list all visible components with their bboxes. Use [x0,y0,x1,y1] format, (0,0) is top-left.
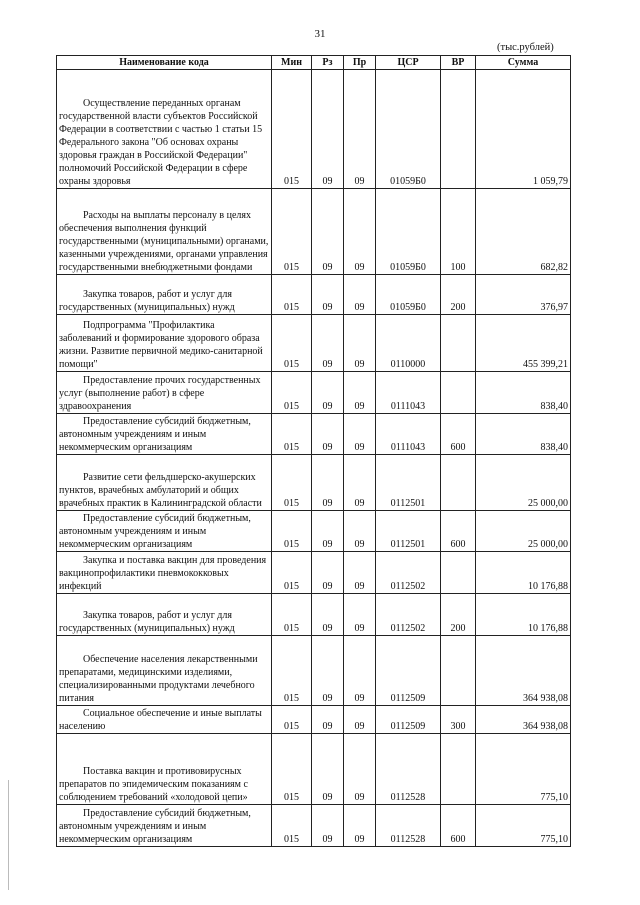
row-sum: 10 176,88 [476,552,571,594]
row-min: 015 [272,455,312,511]
row-rz: 09 [312,734,344,805]
table-row [57,372,571,414]
row-vr: 300 [441,706,476,734]
row-csr: 0112502 [376,594,441,636]
row-vr: 600 [441,511,476,552]
row-name: Предоставление прочих государственных услуг (выполнение работ) в сфере здравоохранения [57,372,272,414]
table-row [57,189,571,275]
row-min: 015 [272,805,312,847]
table-row [57,706,571,734]
row-sum: 775,10 [476,805,571,847]
scan-margin-line [8,780,9,890]
units-label: (тыс.рублей) [497,42,554,53]
table-row [57,414,571,455]
row-name: Закупка и поставка вакцин для проведения вакцинопрофилактики пневмококковых инфекций [57,552,272,594]
row-vr: 600 [441,414,476,455]
header-vr: ВР [441,56,476,70]
row-vr [441,455,476,511]
row-sum: 775,10 [476,734,571,805]
row-rz: 09 [312,275,344,315]
row-csr: 0112501 [376,511,441,552]
row-pr: 09 [344,706,376,734]
table-row [57,70,571,189]
row-min: 015 [272,552,312,594]
row-min: 015 [272,511,312,552]
page-number: 31 [314,28,326,40]
row-pr: 09 [344,189,376,275]
row-csr: 0111043 [376,414,441,455]
row-sum: 364 938,08 [476,706,571,734]
row-rz: 09 [312,636,344,706]
row-name: Предоставление субсидий бюджетным, автономным учреждениям и иным некоммерческим организациям [57,511,272,552]
table-row [57,594,571,636]
row-vr: 200 [441,594,476,636]
row-csr: 01059Б0 [376,275,441,315]
header-sum: Сумма [476,56,571,70]
row-name: Развитие сети фельдшерско-акушерских пунктов, врачебных амбулаторий и общих врачебных практик в Калининградской области [57,455,272,511]
row-name: Социальное обеспечение и иные выплаты населению [57,706,272,734]
row-rz: 09 [312,552,344,594]
row-vr: 200 [441,275,476,315]
row-sum: 838,40 [476,372,571,414]
table-row [57,734,571,805]
row-min: 015 [272,315,312,372]
row-sum: 25 000,00 [476,455,571,511]
table-row [57,275,571,315]
table-row [57,805,571,847]
row-name: Подпрограмма "Профилактика заболеваний и формирование здорового образа жизни. Развитие первичной медико-санитарной помощи" [57,315,272,372]
row-sum: 10 176,88 [476,594,571,636]
row-csr: 0112509 [376,706,441,734]
table-row [57,636,571,706]
row-rz: 09 [312,594,344,636]
row-vr [441,315,476,372]
row-min: 015 [272,706,312,734]
row-vr [441,70,476,189]
row-pr: 09 [344,275,376,315]
row-pr: 09 [344,70,376,189]
row-csr: 0112528 [376,734,441,805]
budget-table [56,55,571,847]
row-min: 015 [272,594,312,636]
row-name: Закупка товаров, работ и услуг для государственных (муниципальных) нужд [57,594,272,636]
row-pr: 09 [344,636,376,706]
row-csr: 0112502 [376,552,441,594]
row-csr: 0112528 [376,805,441,847]
row-name: Расходы на выплаты персоналу в целях обеспечения выполнения функций государственными (муниципальными) органами, казенными учреждениями, органами управления государственными внебюджетными фондами [57,189,272,275]
row-name: Поставка вакцин и противовирусных препаратов по эпидемическим показаниям с соблюдением требований «холодовой цепи» [57,734,272,805]
row-vr [441,636,476,706]
row-csr: 0110000 [376,315,441,372]
row-vr [441,734,476,805]
row-sum: 1 059,79 [476,70,571,189]
row-name: Обеспечение населения лекарственными препаратами, медицинскими изделиями, специализированными продуктами лечебного питания [57,636,272,706]
row-rz: 09 [312,706,344,734]
header-pr: Пр [344,56,376,70]
row-sum: 376,97 [476,275,571,315]
row-rz: 09 [312,189,344,275]
row-csr: 0112501 [376,455,441,511]
row-vr: 600 [441,805,476,847]
row-min: 015 [272,70,312,189]
row-min: 015 [272,414,312,455]
row-sum: 838,40 [476,414,571,455]
row-csr: 01059Б0 [376,70,441,189]
row-pr: 09 [344,455,376,511]
row-pr: 09 [344,511,376,552]
header-name: Наименование кода [57,56,272,70]
row-rz: 09 [312,70,344,189]
row-sum: 455 399,21 [476,315,571,372]
row-min: 015 [272,734,312,805]
row-sum: 25 000,00 [476,511,571,552]
row-name: Предоставление субсидий бюджетным, автономным учреждениям и иным некоммерческим организациям [57,414,272,455]
row-pr: 09 [344,372,376,414]
row-pr: 09 [344,734,376,805]
row-rz: 09 [312,315,344,372]
row-rz: 09 [312,805,344,847]
table-row [57,552,571,594]
header-rz: Рз [312,56,344,70]
header-min: Мин [272,56,312,70]
row-name: Предоставление субсидий бюджетным, автономным учреждениям и иным некоммерческим организациям [57,805,272,847]
row-pr: 09 [344,552,376,594]
row-vr [441,552,476,594]
row-csr: 0111043 [376,372,441,414]
row-min: 015 [272,636,312,706]
row-vr: 100 [441,189,476,275]
row-vr [441,372,476,414]
header-csr: ЦСР [376,56,441,70]
row-rz: 09 [312,414,344,455]
row-rz: 09 [312,455,344,511]
row-csr: 0112509 [376,636,441,706]
row-sum: 682,82 [476,189,571,275]
row-min: 015 [272,275,312,315]
row-rz: 09 [312,372,344,414]
row-min: 015 [272,372,312,414]
row-min: 015 [272,189,312,275]
row-rz: 09 [312,511,344,552]
table-row [57,315,571,372]
row-pr: 09 [344,594,376,636]
table-row [57,455,571,511]
row-name: Закупка товаров, работ и услуг для государственных (муниципальных) нужд [57,275,272,315]
row-pr: 09 [344,805,376,847]
table-header-row [57,56,571,70]
row-pr: 09 [344,414,376,455]
row-sum: 364 938,08 [476,636,571,706]
row-csr: 01059Б0 [376,189,441,275]
row-pr: 09 [344,315,376,372]
row-name: Осуществление переданных органам государственной власти субъектов Российской Федерации в соответствии с частью 1 статьи 15 Федерального закона "Об основах охраны здоровья граждан в Российской Федерации" полномочий Российской Федерации в сфере охраны здоровья [57,70,272,189]
table-row [57,511,571,552]
